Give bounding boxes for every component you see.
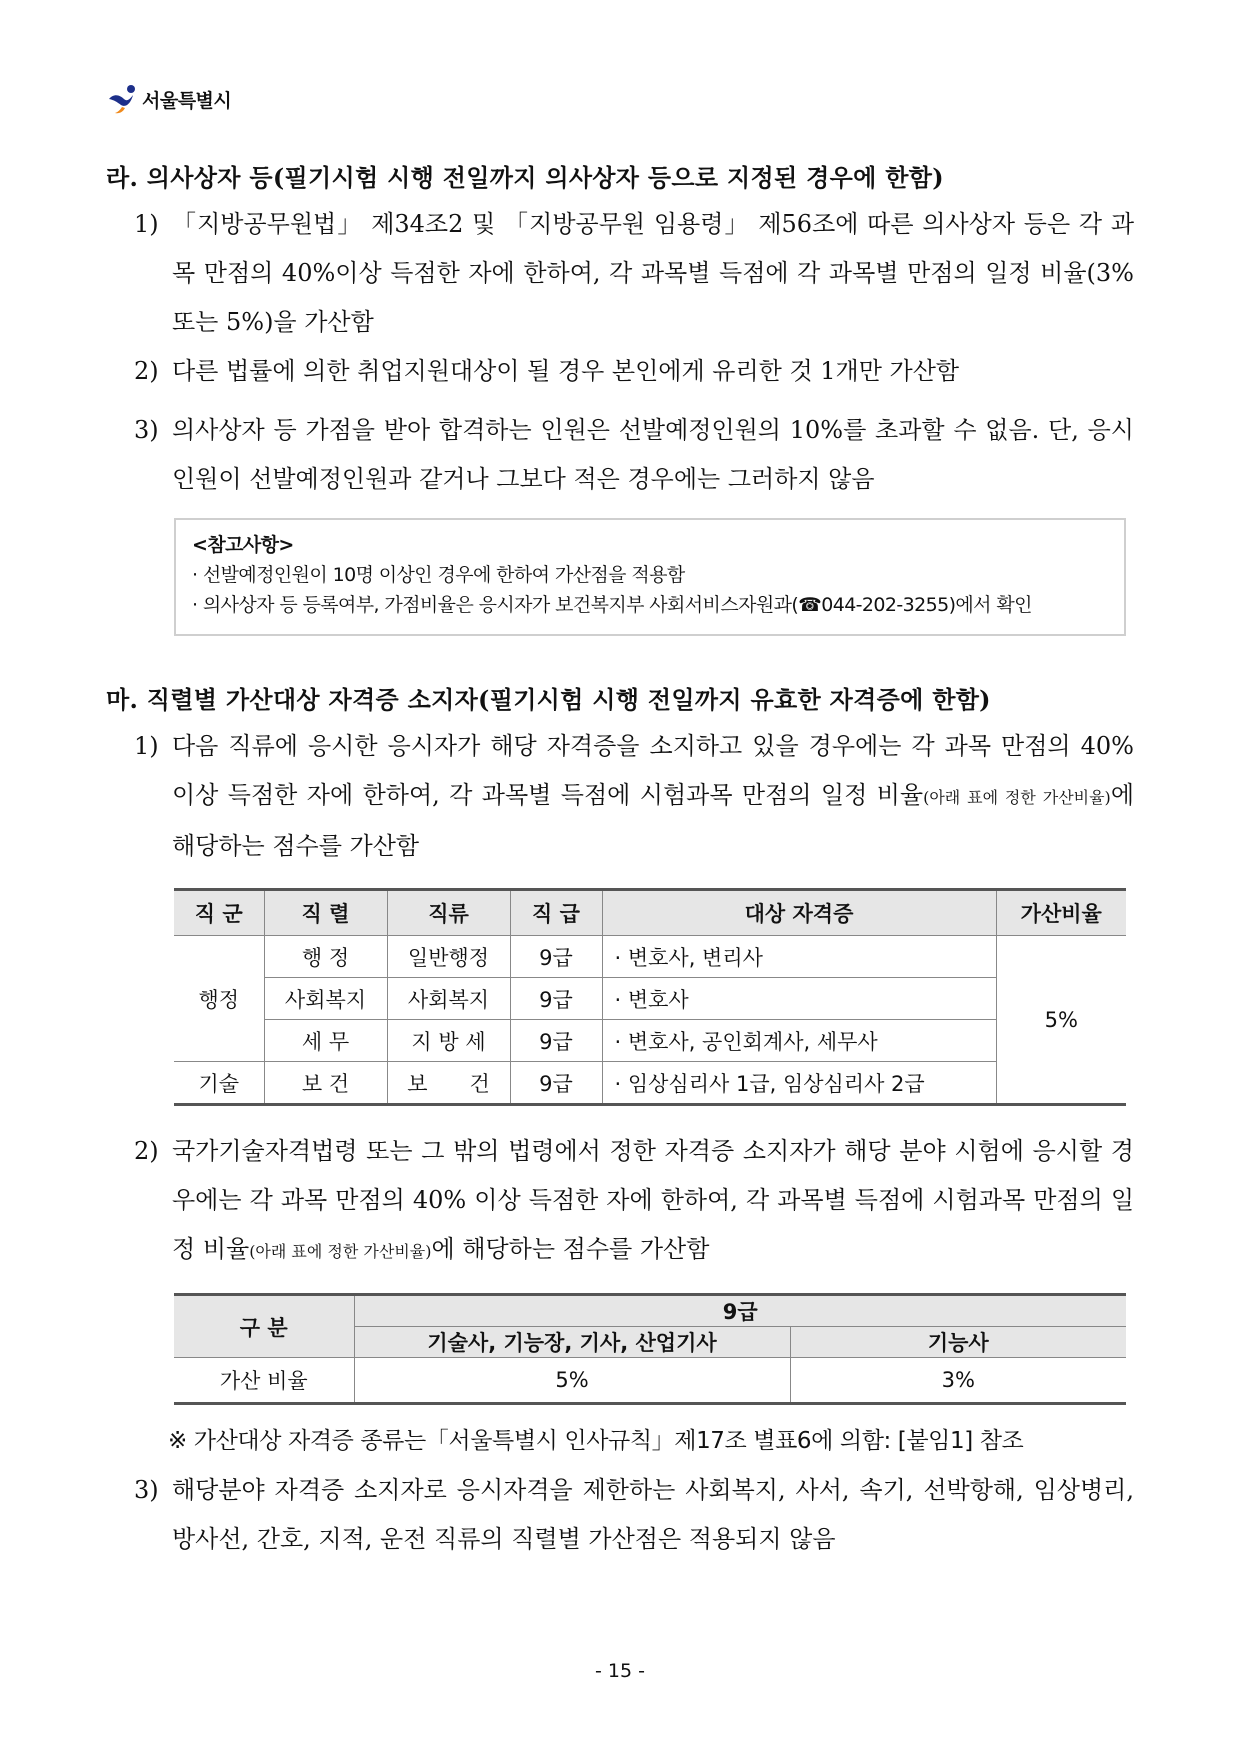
class-cell: 보 건	[387, 1062, 510, 1105]
header-cell: 직류	[387, 890, 510, 936]
value-cell: 5%	[354, 1358, 790, 1404]
table-row	[174, 978, 1126, 1020]
item-number: 1)	[134, 732, 159, 760]
item-text: 의사상자 등 가점을 받아 합격하는 인원은 선발예정인원의 10%를 초과할 수 없음. 단, 응시인원이 선발예정인원과 같거나 그보다 적은 경우에는 그러하지 않음	[172, 416, 1134, 493]
logo-text: 서울특별시	[142, 89, 232, 112]
cert-cell: · 임상심리사 1급, 임상심리사 2급	[602, 1062, 996, 1105]
reference-line: · 선발예정인원이 10명 이상인 경우에 한하여 가산점을 적용함	[192, 564, 685, 586]
rate-cell: 5%	[996, 936, 1126, 1105]
ra-item-3	[134, 406, 1134, 504]
header-cell: 가산비율	[996, 890, 1126, 936]
row-label-cell: 가산 비율	[174, 1358, 354, 1404]
reference-box	[174, 518, 1126, 636]
class-cell: 일반행정	[387, 936, 510, 978]
item-text-main: 다음 직류에 응시한 응시자가 해당 자격증을 소지하고 있을 경우에는 각 과목 만점의 40% 이상 득점한 자에 한하여, 각 과목별 득점에 시험과목 만점의 일정 비율	[172, 732, 1134, 809]
item-number: 3)	[134, 416, 159, 444]
item-number: 2)	[134, 357, 159, 385]
header-cell: 직 렬	[264, 890, 387, 936]
reference-line: · 의사상자 등 등록여부, 가점비율은 응시자가 보건복지부 사회서비스자원과(☎044-202-3255)에서 확인	[192, 594, 1032, 616]
page-number: - 15 -	[595, 1660, 645, 1682]
item-text-tail: 에 해당하는 점수를 가산함	[431, 1235, 710, 1263]
item-text: 「지방공무원법」 제34조2 및 「지방공무원 임용령」 제56조에 따른 의사상자 등은 각 과목 만점의 40%이상 득점한 자에 한하여, 각 과목별 득점에 각 과목별 만점의 일정 비율(3% 또는 5%)을 가산함	[172, 210, 1134, 336]
grade-cell: 9급	[510, 1020, 602, 1062]
item-text-main: 국가기술자격법령 또는 그 밖의 법령에서 정한 자격증 소지자가 해당 분야 시험에 응시할 경우에는 각 과목 만점의 40% 이상 득점한 자에 한하여, 각 과목별 득점에 시험과목 만점의 일정 비율	[172, 1137, 1134, 1263]
reference-title: <참고사항>	[192, 534, 294, 556]
table-row	[174, 936, 1126, 978]
national-cert-table	[174, 1293, 1126, 1405]
table-row	[174, 1062, 1126, 1105]
cert-cell: · 변호사, 변리사	[602, 936, 996, 978]
seoul-logo	[106, 82, 231, 116]
item-text	[172, 722, 1134, 871]
item-text-small: (아래 표에 정한 가산비율)	[249, 1242, 432, 1261]
section-ma-title: 마. 직렬별 가산대상 자격증 소지자(필기시험 시행 전일까지 유효한 자격증에 한함)	[106, 685, 991, 714]
header-cell: 기술사, 기능장, 기사, 산업기사	[354, 1327, 790, 1358]
item-number: 1)	[134, 210, 159, 238]
group-cell: 행정	[174, 936, 264, 1062]
corner-cell: 구 분	[174, 1295, 354, 1358]
class-cell: 사회복지	[387, 978, 510, 1020]
ra-item-2	[134, 347, 1134, 396]
table-row	[174, 1020, 1126, 1062]
header-cell: 직 급	[510, 890, 602, 936]
section-ra-title: 라. 의사상자 등(필기시험 시행 전일까지 의사상자 등으로 지정된 경우에 한함)	[106, 163, 944, 192]
item-text-tail: 에 해당하는 점수를 가산함	[172, 781, 1134, 860]
series-cell: 보 건	[264, 1062, 387, 1105]
table-row	[174, 1358, 1126, 1404]
ma-item-2	[134, 1127, 1134, 1276]
ma-item-3	[134, 1466, 1134, 1564]
series-cell: 사회복지	[264, 978, 387, 1020]
ra-item-1	[134, 200, 1134, 347]
ma-item-1	[134, 722, 1134, 871]
series-cell: 세 무	[264, 1020, 387, 1062]
seoul-logo-icon	[106, 83, 140, 115]
item-text-small: (아래 표에 정한 가산비율)	[923, 788, 1111, 807]
item-text: 해당분야 자격증 소지자로 응시자격을 제한하는 사회복지, 사서, 속기, 선박항해, 임상병리, 방사선, 간호, 지적, 운전 직류의 직렬별 가산점은 적용되지 않음	[172, 1476, 1134, 1553]
table-header-row	[174, 890, 1126, 936]
cert-cell: · 변호사	[602, 978, 996, 1020]
grade-cell: 9급	[510, 936, 602, 978]
grade-cell: 9급	[510, 978, 602, 1020]
value-cell: 3%	[790, 1358, 1126, 1404]
header-cell: 대상 자격증	[602, 890, 996, 936]
grade-header-cell: 9급	[354, 1295, 1126, 1327]
group-cell: 기술	[174, 1062, 264, 1105]
cert-bonus-table	[174, 888, 1126, 1106]
item-number: 2)	[134, 1137, 159, 1165]
series-cell: 행 정	[264, 936, 387, 978]
reference-note: ※ 가산대상 자격증 종류는「서울특별시 인사규칙」제17조 별표6에 의함: [붙임1] 참조	[168, 1428, 1024, 1454]
header-cell: 기능사	[790, 1327, 1126, 1358]
class-cell: 지 방 세	[387, 1020, 510, 1062]
item-text	[172, 1127, 1134, 1276]
item-text: 다른 법률에 의한 취업지원대상이 될 경우 본인에게 유리한 것 1개만 가산함	[172, 357, 960, 385]
table-header-row	[174, 1295, 1126, 1327]
grade-cell: 9급	[510, 1062, 602, 1105]
item-number: 3)	[134, 1476, 159, 1504]
header-cell: 직 군	[174, 890, 264, 936]
cert-cell: · 변호사, 공인회계사, 세무사	[602, 1020, 996, 1062]
